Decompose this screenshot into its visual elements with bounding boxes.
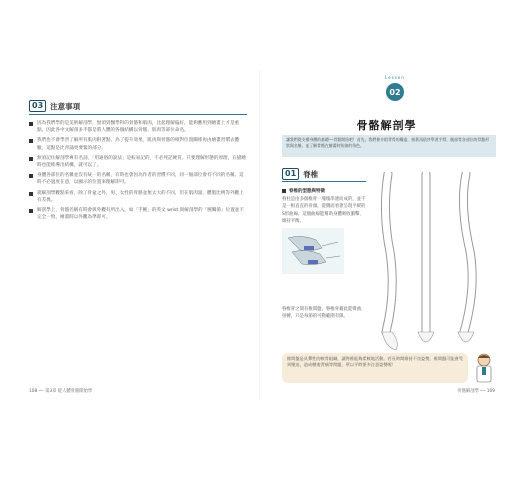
- bullet-text: 因為我們學的是美術解剖學，無須到醫學科的骨骼和肌肉，比起理解偏好，能夠應用到繪畫上才是重點。因此各中文解剖多半都是將人體的各個結構以骨骼、肌肉等部位命名。: [37, 121, 240, 134]
- lesson-badge: [382, 75, 408, 115]
- tip-text: 椎間盤是具彈性的軟骨組織，讓脊椎能夠柔軟地活動。若長時間維持不良姿勢，椎間盤可能會受到壓迫，造成腰痠背痛等問題，所以平時要多注意姿勢喔！: [287, 356, 463, 368]
- bullet-text: 無須記住解剖學專有名詞，「用通俗的說法」是較易記的，不必死記硬背。只要理解形態的原理，在描繪時也能推導出結構，就可以了。: [37, 155, 247, 169]
- bullet-text: 就解剖學觀點來看，除了骨盆之外，男、女性的骨骼並無太大的不同，但在肌肉量、體脂比例等外觀上有差異。: [37, 190, 244, 203]
- subsection-heading: [282, 188, 325, 194]
- list-item: [29, 172, 247, 186]
- list-item: [29, 155, 247, 169]
- section-divider: [29, 114, 247, 115]
- subsection-title: 脊椎的型態與特徵: [289, 189, 325, 194]
- spine-drawings: [368, 172, 494, 354]
- bullet-list: [29, 120, 247, 224]
- bullet-text: 我們也不會學習了解所有肌肉附著點，為了提升效果，肌肉與骨骼的相對位置關係再由繪畫習慣去體驗，這點是比背誦更要緊的部分。: [37, 138, 240, 151]
- body-paragraph: 脊柱是由多個椎骨一塊塊串連而成的，並不是一根直直的骨頭。從側面看會呈現平緩的S形曲線，這個曲線能幫助身體吸收衝擊、維持平衡。: [282, 197, 366, 224]
- left-page: [7, 70, 260, 400]
- section-title: 脊椎: [303, 169, 319, 179]
- bullet-square-icon: [29, 209, 33, 213]
- lesson-label: Lesson: [385, 75, 405, 80]
- tip-bubble: [282, 353, 468, 383]
- bullet-square-icon: [29, 122, 33, 126]
- section-header: [282, 168, 318, 180]
- right-page: [260, 70, 513, 400]
- intro-text: 讓我們從支撐身體的基礎──骨骼開始吧！首先，我們會介紹背骨的構造，接著再依序學習手臂、腿部等各部位的骨骼形狀與名稱，並了解骨骼在繪畫時扮演的角色。: [286, 137, 490, 148]
- lesson-number: 02: [386, 83, 404, 101]
- book-spread: [7, 70, 513, 400]
- vertebra-illustration: [282, 228, 344, 274]
- list-item: [29, 120, 247, 134]
- bullet-square-icon: [29, 139, 33, 143]
- section-number: 01: [282, 168, 299, 180]
- bullet-square-icon: [282, 189, 286, 193]
- page-footer-right: 骨骼解剖學 ── 109: [457, 389, 495, 394]
- section-title: 注意事項: [50, 101, 81, 111]
- list-item: [29, 137, 247, 151]
- section-divider: [282, 181, 366, 182]
- bullet-square-icon: [29, 192, 33, 196]
- list-item: [29, 190, 247, 204]
- doctor-character-icon: [472, 352, 496, 386]
- section-number: 03: [29, 100, 46, 112]
- vertebra-drawing: [282, 228, 344, 274]
- body-paragraph: 脊椎骨之間有椎間盤，脊椎骨藉此能彎曲、扭轉，只是每節的可動範圍有限。: [282, 307, 366, 320]
- bullet-text: 解剖學上，骨骼名稱有時會與外觀有所出入，如「手腕」的英文 wrist 與解剖學的「腕關節」位置並不完全一致，繪畫時以外觀為準即可。: [37, 208, 244, 221]
- section-header: [29, 100, 80, 112]
- bullet-text: 身體各部位的名稱並沒有統一的名稱，有時也會因為作者的習慣不同，同一個部位會有不同的名稱。這時不必過度在意，以圖示的位置來理解即可。: [37, 173, 244, 186]
- page-footer-left: 108 ── 第3章 從人體骨骼開始學: [29, 389, 93, 394]
- intro-box: [282, 135, 496, 157]
- spine-illustration: [368, 172, 494, 354]
- chapter-title: 骨骼解剖學: [356, 119, 417, 132]
- bullet-square-icon: [29, 174, 33, 178]
- bullet-square-icon: [29, 157, 33, 161]
- list-item: [29, 207, 247, 221]
